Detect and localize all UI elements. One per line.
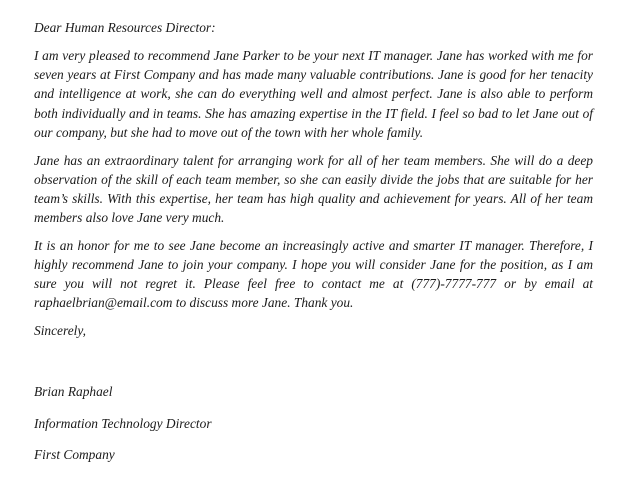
paragraph-recommendation: It is an honor for me to see Jane become an increasingly active and smarter IT manager. Therefore, I highly recommend Jane to join your company. I hope you will consider Jane for the position, as I am sure you will not regret it. Please feel free to contact me at (777)-7777-777 or by email at raphaelbrian@email.com to discuss more Jane. Thank you.	[34, 237, 593, 311]
signature-title: Information Technology Director	[34, 416, 212, 432]
paragraph-team-talent: Jane has an extraordinary talent for arranging work for all of her team members. She will do a deep observation of the skill of each team member, so she can easily divide the jobs that are suitable for her team’s skills. With this expertise, her team has high quality and achievement for years. All of her team members also love Jane very much.	[34, 152, 593, 226]
signature-name: Brian Raphael	[34, 384, 113, 400]
salutation: Dear Human Resources Director:	[34, 20, 216, 35]
closing: Sincerely,	[34, 323, 86, 339]
recommendation-letter	[34, 18, 593, 465]
paragraph-introduction: I am very pleased to recommend Jane Parker to be your next IT manager. Jane has worked with me for seven years at First Company and has made many valuable contributions. Jane is good for her tenacity and intelligence at work, she can do everything well and almost perfect. Jane is also able to perform both individually and in teams. She has amazing expertise in the IT field. I feel so bad to let Jane out of our company, but she had to move out of the town with her whole family.	[34, 48, 593, 140]
signature-company: First Company	[34, 447, 115, 463]
